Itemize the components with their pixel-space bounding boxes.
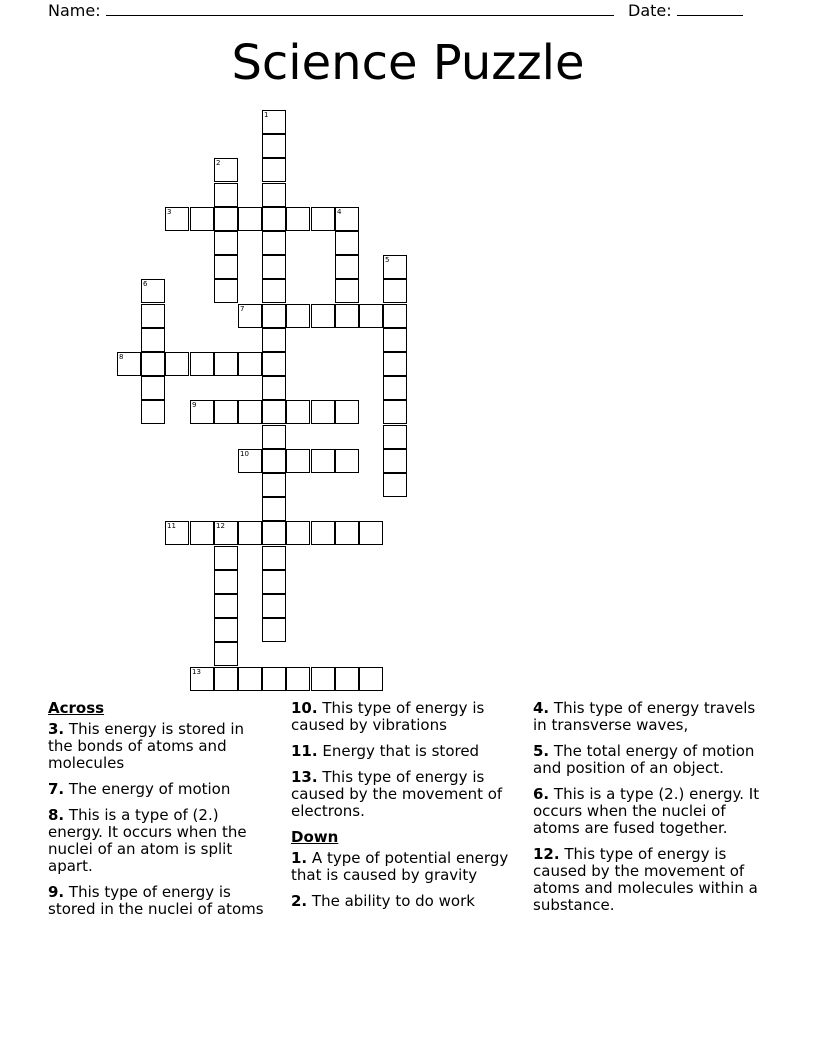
crossword-cell[interactable] [262,304,286,328]
clue-number: 12 [216,522,225,530]
clue-number: 4 [337,208,342,216]
crossword-cell[interactable] [335,304,359,328]
crossword-cell[interactable] [262,207,286,231]
crossword-cell[interactable] [190,400,214,424]
crossword-cell[interactable] [262,618,286,642]
across-heading: Across [48,699,105,717]
clues-column-3 [533,700,773,923]
clue-down-2: 2. The ability to do work [291,892,475,910]
crossword-cell[interactable] [262,255,286,279]
crossword-cell[interactable] [190,352,214,376]
crossword-cell[interactable] [383,449,407,473]
crossword-cell[interactable] [335,521,359,545]
crossword-cell[interactable] [311,207,335,231]
crossword-cell[interactable] [117,352,141,376]
crossword-cell[interactable] [383,400,407,424]
crossword-cell[interactable] [262,376,286,400]
crossword-cell[interactable] [214,594,238,618]
clue-number: 11 [167,522,176,530]
crossword-cell[interactable] [262,352,286,376]
crossword-cell[interactable] [165,521,189,545]
crossword-cell[interactable] [383,279,407,303]
crossword-cell[interactable] [383,352,407,376]
clue-across-11: 11. Energy that is stored [291,742,480,760]
crossword-cell[interactable] [165,207,189,231]
crossword-cell[interactable] [335,231,359,255]
crossword-cell[interactable] [262,497,286,521]
crossword-cell[interactable] [190,207,214,231]
crossword-cell[interactable] [311,449,335,473]
crossword-cell[interactable] [141,400,165,424]
name-label: Name: [48,1,101,20]
crossword-cell[interactable] [141,376,165,400]
crossword-cell[interactable] [335,449,359,473]
crossword-cell[interactable] [214,618,238,642]
crossword-cell[interactable] [141,304,165,328]
crossword-cell[interactable] [262,231,286,255]
crossword-cell[interactable] [335,400,359,424]
clue-down-6: 6. This is a type (2.) energy. It occurs when the nuclei of atoms are fused together. [533,785,760,837]
crossword-cell[interactable] [214,642,238,666]
crossword-cell[interactable] [262,425,286,449]
clues-column-1 [48,700,273,927]
crossword-cell[interactable] [238,304,262,328]
crossword-cell[interactable] [262,328,286,352]
crossword-cell[interactable] [262,570,286,594]
clue-number: 7 [240,305,245,313]
clue-down-4: 4. This type of energy travels in transverse waves, [533,699,756,734]
crossword-cell[interactable] [286,207,310,231]
clue-number: 10 [240,450,249,458]
clue-across-9: 9. This type of energy is stored in the nuclei of atoms [48,883,264,918]
crossword-cell[interactable] [383,376,407,400]
crossword-cell[interactable] [286,449,310,473]
crossword-cell[interactable] [214,207,238,231]
crossword-cell[interactable] [383,473,407,497]
crossword-cell[interactable] [262,158,286,182]
crossword-cell[interactable] [262,400,286,424]
crossword-cell[interactable] [335,279,359,303]
crossword-cell[interactable] [311,667,335,691]
clue-across-3: 3. This energy is stored in the bonds of atoms and molecules [48,720,245,772]
crossword-cell[interactable] [214,158,238,182]
crossword-cell[interactable] [238,667,262,691]
crossword-cell[interactable] [383,304,407,328]
crossword-cell[interactable] [214,400,238,424]
crossword-cell[interactable] [214,183,238,207]
crossword-cell[interactable] [311,521,335,545]
crossword-cell[interactable] [262,449,286,473]
clue-number: 6 [143,280,148,288]
down-heading: Down [291,828,339,846]
crossword-cell[interactable] [214,546,238,570]
crossword-cell[interactable] [262,546,286,570]
clue-number: 13 [192,668,201,676]
crossword-cell[interactable] [359,521,383,545]
crossword-cell[interactable] [214,521,238,545]
crossword-cell[interactable] [286,521,310,545]
crossword-cell[interactable] [238,352,262,376]
clue-number: 8 [119,353,124,361]
clue-number: 5 [385,256,390,264]
crossword-cell[interactable] [383,425,407,449]
crossword-cell[interactable] [238,207,262,231]
crossword-cell[interactable] [238,449,262,473]
crossword-cell[interactable] [262,279,286,303]
crossword-cell[interactable] [286,304,310,328]
crossword-cell[interactable] [141,352,165,376]
crossword-cell[interactable] [383,328,407,352]
crossword-cell[interactable] [286,400,310,424]
crossword-cell[interactable] [214,667,238,691]
page-title: Science Puzzle [231,35,585,91]
crossword-cell[interactable] [262,134,286,158]
clue-number: 2 [216,159,221,167]
clue-across-7: 7. The energy of motion [48,780,231,798]
crossword-cell[interactable] [383,255,407,279]
clue-across-10: 10. This type of energy is caused by vibrations [291,699,485,734]
crossword-cell[interactable] [335,255,359,279]
crossword-cell[interactable] [262,110,286,134]
crossword-cell[interactable] [262,667,286,691]
crossword-cell[interactable] [286,667,310,691]
crossword-cell[interactable] [214,255,238,279]
clue-down-12: 12. This type of energy is caused by the movement of atoms and molecules within a substance. [533,845,758,914]
clue-across-8: 8. This is a type of (2.) energy. It occurs when the nuclei of an atom is split apart. [48,806,247,875]
crossword-cell[interactable] [262,521,286,545]
clue-down-1: 1. A type of potential energy that is caused by gravity [291,849,509,884]
crossword-cell[interactable] [335,667,359,691]
date-label: Date: [628,1,672,20]
crossword-cell[interactable] [238,400,262,424]
crossword-cell[interactable] [238,521,262,545]
crossword-cell[interactable] [190,521,214,545]
clue-across-13: 13. This type of energy is caused by the movement of electrons. [291,768,503,820]
crossword-cell[interactable] [141,328,165,352]
crossword-cell[interactable] [214,231,238,255]
crossword-cell[interactable] [141,279,165,303]
crossword-cell[interactable] [214,570,238,594]
crossword-cell[interactable] [311,400,335,424]
clues-column-2 [291,700,516,919]
crossword-cell[interactable] [359,667,383,691]
clue-number: 3 [167,208,172,216]
crossword-cell[interactable] [165,352,189,376]
crossword-cell[interactable] [190,667,214,691]
crossword-cell[interactable] [214,279,238,303]
crossword-cell[interactable] [335,207,359,231]
clue-number: 1 [264,111,269,119]
crossword-cell[interactable] [262,473,286,497]
crossword-cell[interactable] [311,304,335,328]
crossword-cell[interactable] [262,594,286,618]
clue-down-5: 5. The total energy of motion and position of an object. [533,742,755,777]
crossword-cell[interactable] [214,352,238,376]
crossword-cell[interactable] [359,304,383,328]
clue-number: 9 [192,401,197,409]
crossword-cell[interactable] [262,183,286,207]
